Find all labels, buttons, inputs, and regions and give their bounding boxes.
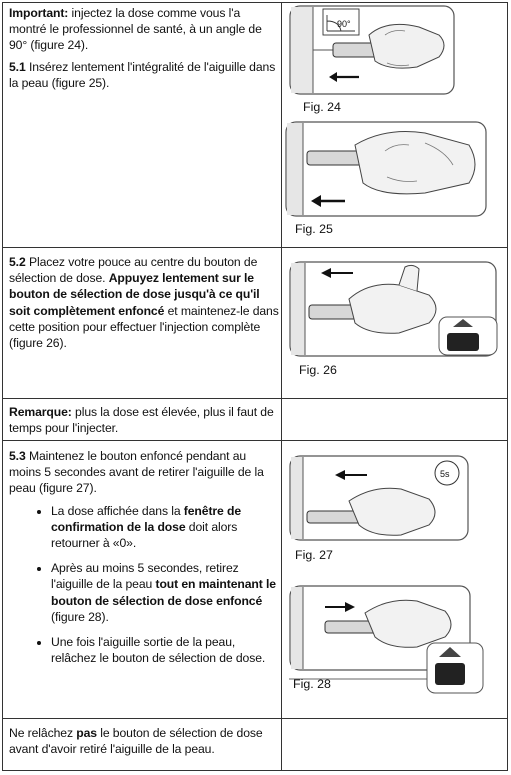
figure-caption: Fig. 28 [293, 677, 331, 691]
step-number: 5.2 [9, 255, 26, 269]
pen-injection-illustration [289, 261, 499, 357]
bullet-emphasis: tout en maintenant le bouton de sélection de dose enfoncé [51, 577, 276, 608]
row-2-text [9, 254, 279, 356]
bullet-list [9, 503, 279, 667]
column-divider [281, 3, 282, 770]
remark-text: plus la dose est élevée, plus il faut de temps pour l'injecter. [9, 405, 274, 436]
figure-25 [285, 121, 489, 236]
step-text: Placez votre pouce au centre du bouton de sélection de dose. [9, 255, 258, 286]
step-number: 5.1 [9, 59, 26, 74]
warning-emphasis: pas [76, 726, 97, 740]
bullet-text: Une fois l'aiguille sortie de la peau, relâchez le bouton de sélection de dose. [51, 635, 266, 666]
important-label: Important: [9, 6, 69, 20]
instruction-table [2, 2, 508, 771]
figure-28 [289, 585, 485, 695]
figure-26 [289, 261, 499, 377]
row-5-text [9, 725, 279, 762]
list-item [51, 634, 279, 666]
list-item [51, 560, 279, 625]
row-divider [3, 398, 507, 399]
figure-24 [289, 5, 455, 114]
bullet-emphasis: fenêtre de confirmation de la dose [51, 503, 242, 534]
row-3-text [9, 404, 279, 441]
figure-caption: Fig. 25 [295, 222, 333, 236]
bullet-text: (figure 28). [51, 609, 109, 624]
pen-hold-illustration [289, 455, 471, 543]
important-text: injectez la dose comme vous l'a montré le professionnel de santé, à un angle de 90° (figure 24). [9, 6, 262, 53]
remark-label: Remarque: [9, 405, 72, 419]
list-item [51, 503, 279, 552]
row-divider [3, 247, 507, 248]
row-divider [3, 718, 507, 719]
angle-label: 90° [337, 19, 351, 29]
pen-insertion-illustration [289, 5, 455, 95]
figure-caption: Fig. 27 [295, 548, 333, 562]
step-text: Maintenez le bouton enfoncé pendant au moins 5 secondes avant de retirer l'aiguille de la peau (figure 27). [9, 449, 264, 496]
bullet-text: La dose affichée dans la [51, 503, 184, 518]
pen-insertion-illustration [285, 121, 489, 217]
figure-caption: Fig. 26 [299, 363, 337, 377]
row-1-text [9, 5, 279, 96]
bullet-text: Après au moins 5 secondes, retirez l'aiguille de la peau [51, 561, 239, 592]
bullet-text: doit alors retourner à «0». [51, 519, 238, 551]
timer-label: 5s [440, 469, 450, 479]
figure-27 [289, 455, 471, 562]
step-text: et maintenez-le dans cette position pour effectuer l'injection complète (figure 26). [9, 303, 279, 351]
warning-text: le bouton de sélection de dose avant d'avoir retiré l'aiguille de la peau. [9, 726, 263, 757]
step-text: Insérez lentement l'intégralité de l'aiguille dans la peau (figure 25). [9, 59, 276, 90]
figure-caption: Fig. 24 [303, 100, 341, 114]
step-number: 5.3 [9, 449, 26, 463]
row-4-text [9, 448, 279, 675]
warning-text: Ne relâchez [9, 726, 77, 740]
step-emphasis: Appuyez lentement sur le bouton de sélection de dose jusqu'à ce qu'il soit complètement enfoncé [9, 271, 260, 318]
